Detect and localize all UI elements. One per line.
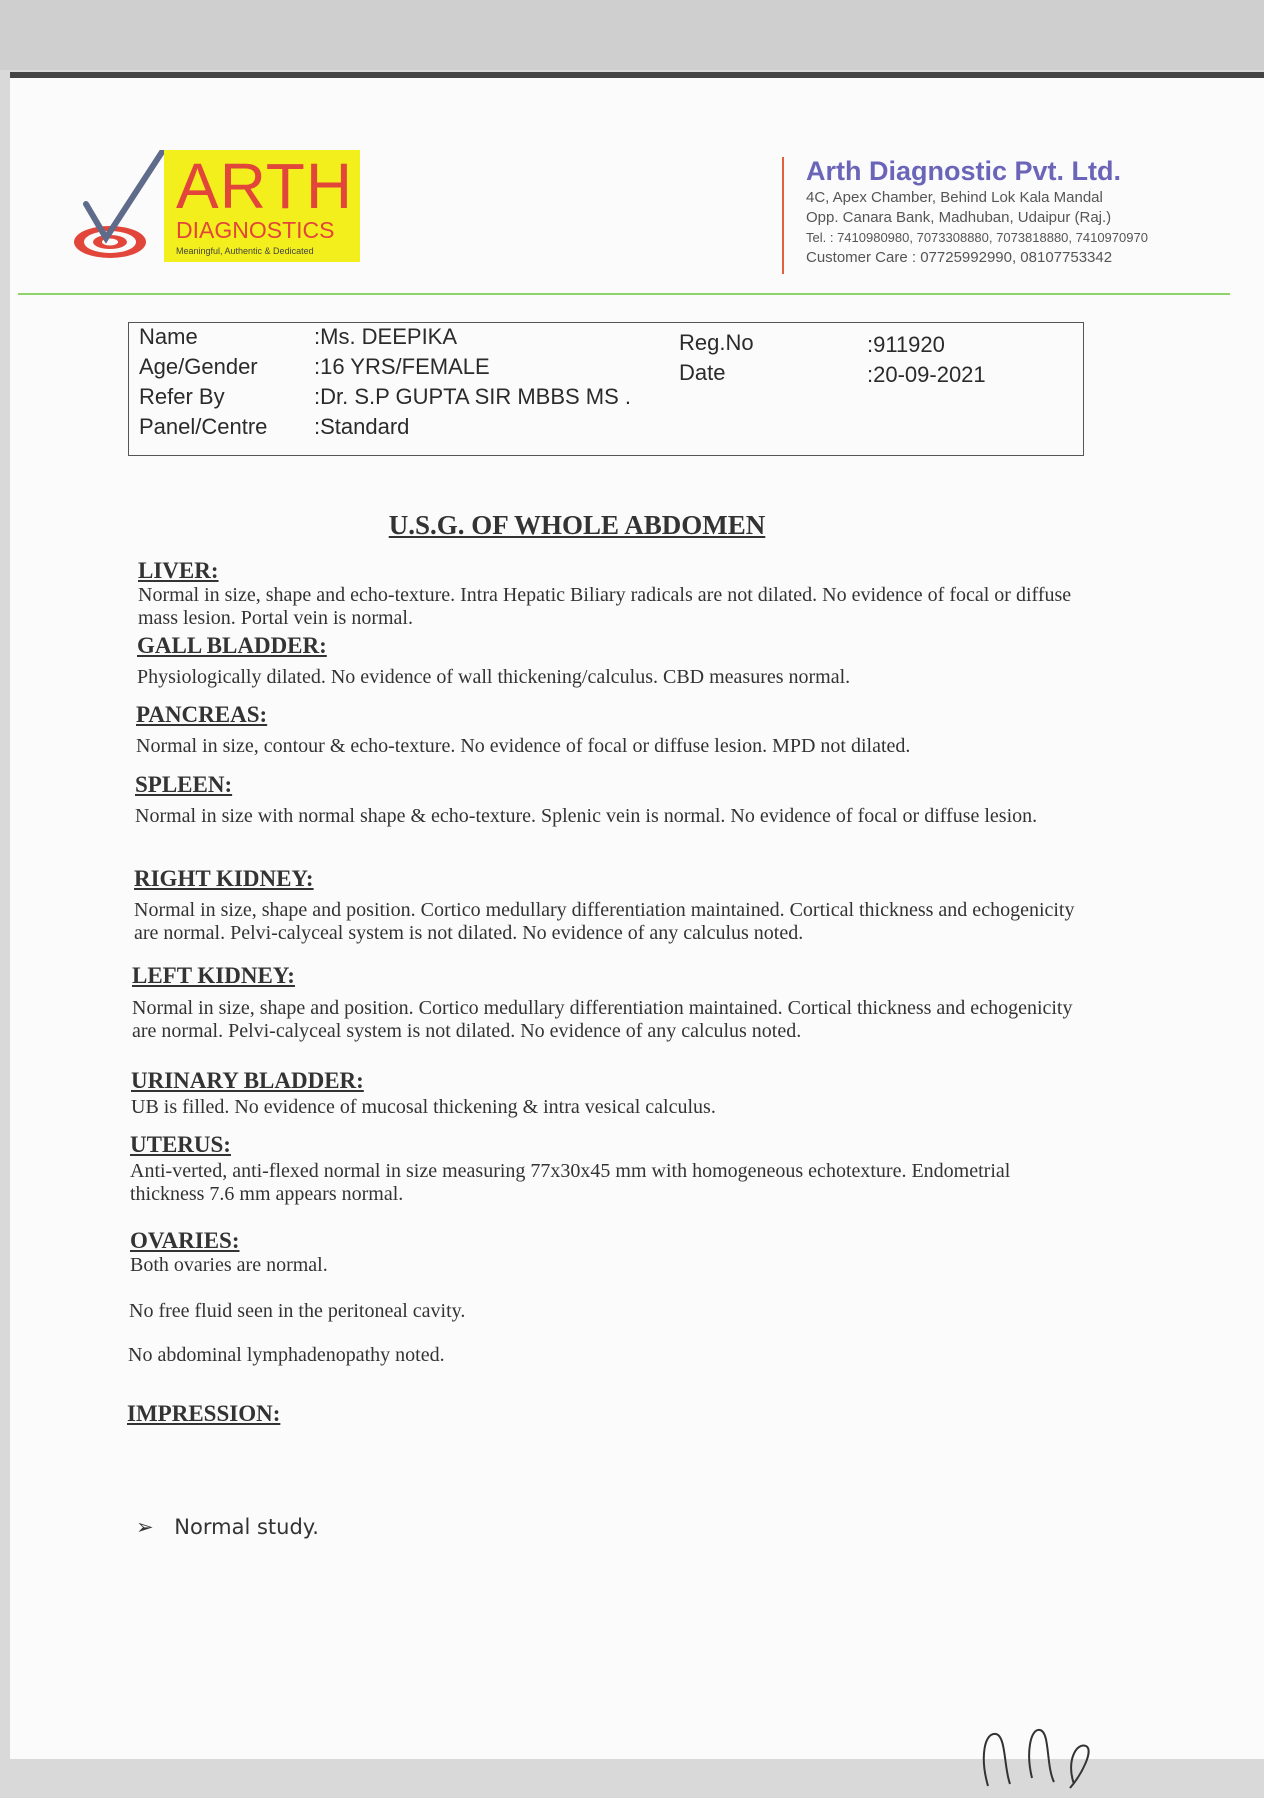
age-gender-label: Age/Gender (139, 354, 258, 379)
age-gender-value: :16 YRS/FEMALE (314, 354, 490, 379)
section-heading: GALL BLADDER: (137, 633, 327, 658)
logo-main-text: ARTH (176, 150, 354, 222)
report-page (10, 72, 1264, 1759)
section-gall-bladder (137, 633, 1087, 689)
company-telephone: Tel. : 7410980980, 7073308880, 7073818880, 7410970970 (806, 230, 1148, 245)
refer-by-value: :Dr. S.P GUPTA SIR MBBS MS . (314, 384, 632, 409)
impression-text: Normal study. (174, 1515, 319, 1539)
section-heading: PANCREAS: (136, 702, 268, 727)
refer-by-label: Refer By (139, 384, 225, 409)
company-block (806, 154, 1186, 268)
section-left-kidney (132, 963, 1082, 1043)
section-text: UB is filled. No evidence of mucosal thickening & intra vesical calculus. (131, 1096, 716, 1118)
note-free-fluid: No free fluid seen in the peritoneal cavity. (129, 1300, 466, 1322)
patient-info-box (128, 322, 1084, 456)
section-text: Normal in size, shape and position. Cortico medullary differentiation maintained. Cortical thickness and echogenicity are normal. Pelvi-calyceal system is not dilated. No evidence of any calculus noted. (134, 899, 1075, 944)
date-value: :20-09-2021 (867, 362, 986, 387)
company-address-1: 4C, Apex Chamber, Behind Lok Kala Mandal (806, 189, 1103, 206)
section-text: Normal in size, shape and echo-texture. Intra Hepatic Biliary radicals are not dilated. No evidence of focal or diffuse mass lesion. Portal vein is normal. (138, 584, 1072, 629)
report-title: U.S.G. OF WHOLE ABDOMEN (388, 510, 766, 540)
target-check-icon (72, 150, 172, 260)
date-label: Date (679, 360, 726, 385)
section-urinary-bladder (131, 1068, 1081, 1119)
section-text: Normal in size with normal shape & echo-texture. Splenic vein is normal. No evidence of focal or diffuse lesion. (135, 805, 1038, 827)
section-right-kidney (134, 866, 1084, 945)
section-text: Physiologically dilated. No evidence of wall thickening/calculus. CBD measures normal. (137, 666, 851, 688)
panel-centre-value: :Standard (314, 414, 410, 439)
company-address-2: Opp. Canara Bank, Madhuban, Udaipur (Raj.) (806, 209, 1112, 226)
reg-no-label: Reg.No (679, 330, 754, 355)
section-heading: SPLEEN: (135, 772, 233, 797)
logo-sub-text: DIAGNOSTICS (176, 217, 335, 243)
bullet-arrow-icon: ➢ (136, 1515, 154, 1539)
section-ovaries (130, 1228, 1080, 1277)
section-pancreas (136, 702, 1086, 758)
section-text: Normal in size, contour & echo-texture. No evidence of focal or diffuse lesion. MPD not dilated. (136, 735, 911, 757)
name-label: Name (139, 324, 198, 349)
header-divider (18, 293, 1230, 295)
section-heading: RIGHT KIDNEY: (134, 866, 314, 891)
note-lymphadenopathy: No abdominal lymphadenopathy noted. (128, 1344, 445, 1366)
section-heading: OVARIES: (130, 1228, 240, 1253)
section-heading: URINARY BLADDER: (131, 1068, 364, 1093)
panel-centre-label: Panel/Centre (139, 414, 268, 439)
section-heading: LEFT KIDNEY: (132, 963, 295, 988)
section-uterus (130, 1132, 1080, 1206)
logo-tagline: Meaningful, Authentic & Dedicated (176, 246, 314, 256)
impression-heading: IMPRESSION: (127, 1401, 281, 1426)
section-heading: LIVER: (138, 558, 219, 583)
section-spleen (135, 772, 1085, 828)
reg-no-value: :911920 (867, 332, 945, 357)
section-text: Both ovaries are normal. (130, 1254, 328, 1276)
section-liver (138, 558, 1088, 630)
signature-mark (970, 1718, 1140, 1798)
impression-item (136, 1515, 319, 1539)
section-text: Anti-verted, anti-flexed normal in size measuring 77x30x45 mm with homogeneous echotexture. Endometrial thickness 7.6 mm appears normal. (130, 1160, 1011, 1205)
header-vertical-divider (782, 157, 784, 274)
arth-logo (72, 150, 372, 270)
company-customer-care: Customer Care : 07725992990, 08107753342 (806, 249, 1113, 266)
name-value: :Ms. DEEPIKA (314, 324, 458, 349)
company-name: Arth Diagnostic Pvt. Ltd. (806, 156, 1122, 186)
scan-top-strip (0, 0, 1264, 70)
section-text: Normal in size, shape and position. Cortico medullary differentiation maintained. Cortical thickness and echogenicity are normal. Pelvi-calyceal system is not dilated. No evidence of any calculus noted. (132, 997, 1073, 1042)
section-heading: UTERUS: (130, 1132, 231, 1157)
